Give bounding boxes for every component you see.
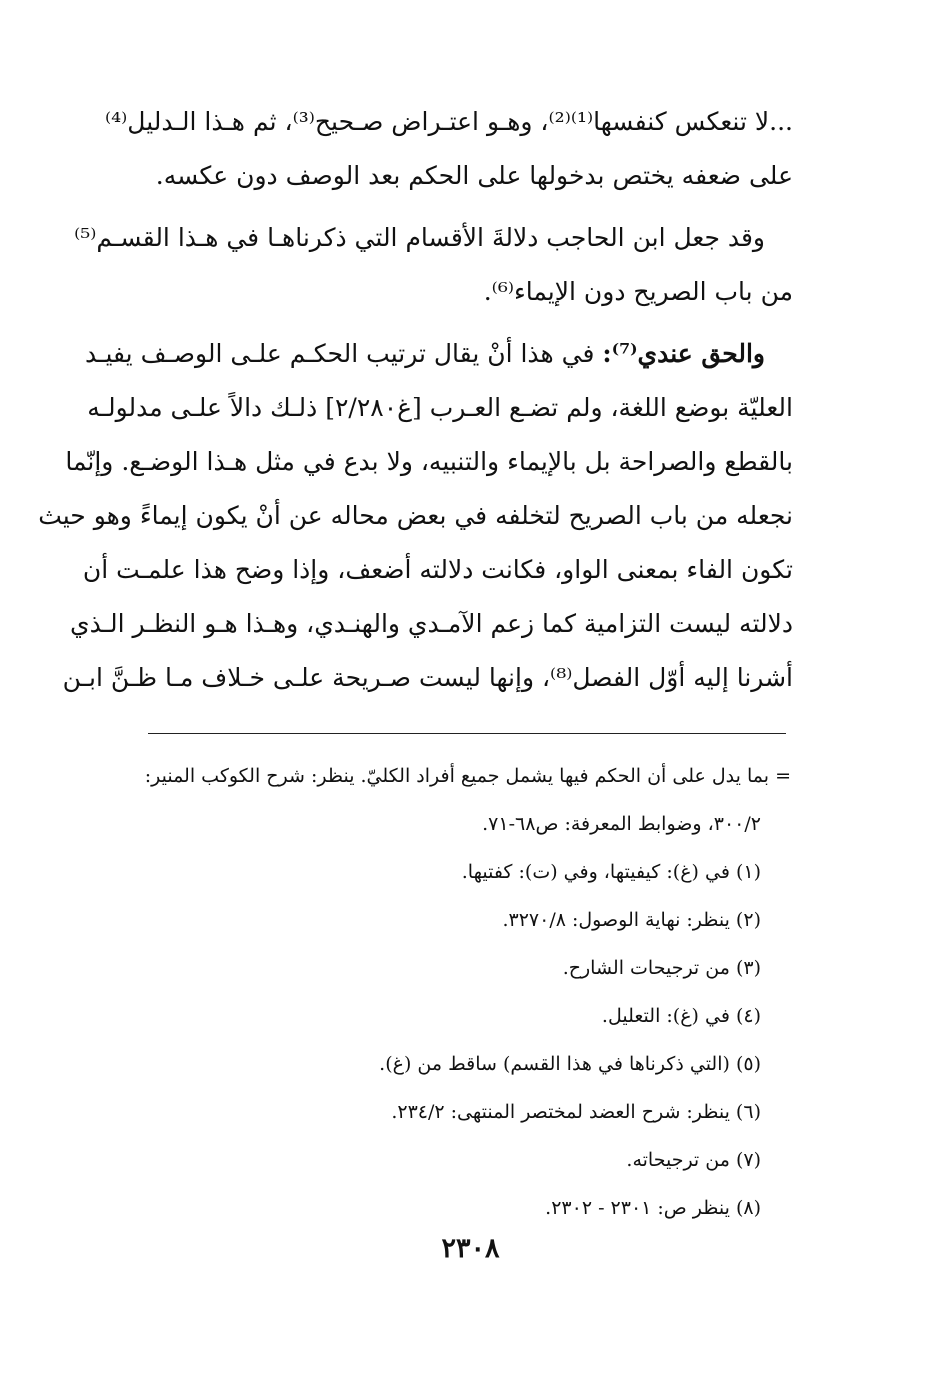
footnote-line: (٤) في (غ): التعليل.: [601, 1005, 761, 1027]
paragraph-lead: والحق عندي⁽⁷⁾:: [602, 339, 765, 368]
footnote-line: = بما يدل على أن الحكم فيها يشمل جميع أفراد الكليّ. ينظر: شرح الكوكب المنير:: [144, 765, 791, 787]
text-line: نجعله من باب الصريح لتخلفه في بعض محاله عن أنْ يكون إيماءً وهو حيث: [38, 501, 793, 530]
text-line: [85, 327, 793, 381]
text-line: على ضعفه يختص بدخولها على الحكم بعد الوصف دون عكسه.: [155, 161, 793, 190]
footnote-line: (٥) (التي ذكرناها في هذا القسم) ساقط من (غ).: [379, 1053, 761, 1075]
text-line: من باب الصريح دون الإيماء⁽⁶⁾.: [483, 277, 793, 306]
main-text: [38, 95, 793, 705]
footnote-line: (٢) ينظر: نهاية الوصول: ٣٢٧٠/٨.: [502, 909, 761, 931]
footnote-line: ٣٠٠/٢، وضوابط المعرفة: ص٦٨-٧١.: [482, 813, 761, 835]
text-line: العليّة بوضع اللغة، ولم تضـع العـرب [غ٢/٢٨٠] ذلـك دالاً علـى مدلولـه: [87, 393, 793, 422]
text-line: وقد جعل ابن الحاجب دلالةَ الأقسام التي ذكرناهـا في هـذا القسـم⁽⁵⁾: [74, 223, 765, 252]
footnote-line: (٨) ينظر ص: ٢٣٠١ - ٢٣٠٢.: [545, 1197, 761, 1219]
text-line: ...لا تنعكس كنفسها⁽¹⁾⁽²⁾، وهـو اعتـراض صـحيح⁽³⁾، ثم هـذا الـدليل⁽⁴⁾: [105, 107, 793, 136]
text-line: دلالته ليست التزامية كما زعم الآمـدي والهنـدي، وهـذا هـو النظـر الـذي: [70, 609, 793, 638]
footnote-line: (٣) من ترجيحات الشارح.: [562, 957, 761, 979]
footnotes: [144, 752, 791, 1232]
page-number: ٢٣٠٨: [441, 1233, 500, 1264]
text-line: تكون الفاء بمعنى الواو، فكانت دلالته أضعف، وإذا وضح هذا علمـت أن: [82, 555, 793, 584]
text-line: أشرنا إليه أوّل الفصل⁽⁸⁾، وإنها ليست صـريحة علـى خـلاف مـا ظـنَّ ابـن: [62, 663, 793, 692]
footnote-divider: [148, 733, 786, 734]
footnote-line: (٦) ينظر: شرح العضد لمختصر المنتهى: ٢٣٤/٢.: [391, 1101, 761, 1123]
text-line-rest: في هذا أنْ يقال ترتيب الحكـم علـى الوصـف يفيـد: [85, 339, 603, 368]
footnote-line: (١) في (غ): كيفيتها، وفي (ت): كفتيها.: [461, 861, 761, 883]
text-line: بالقطع والصراحة بل بالإيماء والتنبيه، ولا بدع في مثل هـذا الوضـع. وإنّما: [65, 447, 793, 476]
footnote-line: (٧) من ترجيحاته.: [626, 1149, 761, 1171]
